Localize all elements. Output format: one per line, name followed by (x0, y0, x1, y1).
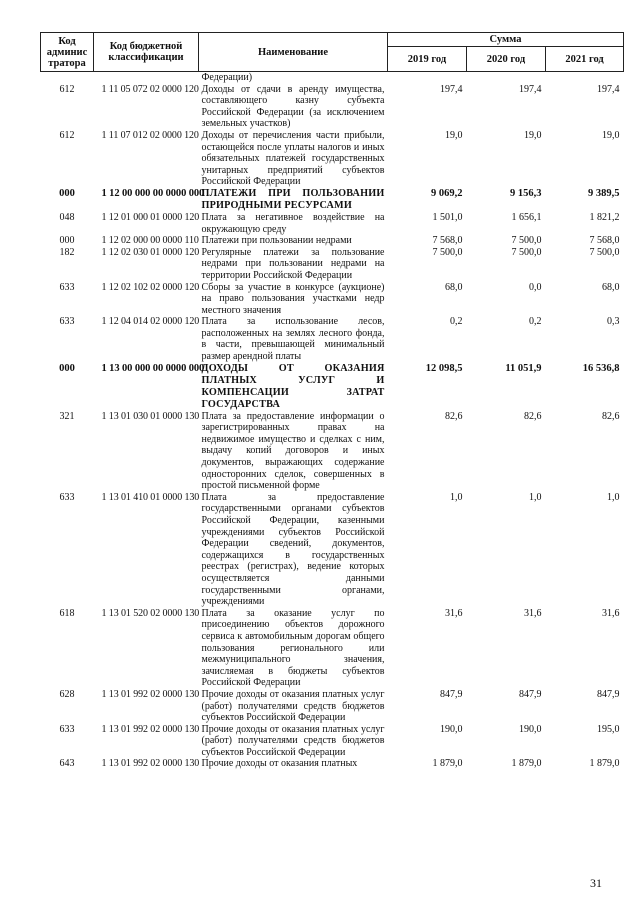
table-body (41, 72, 624, 771)
amount-2021-cell: 7 568,0 (589, 235, 620, 247)
admin-code-cell: 643 (59, 758, 75, 770)
amount-2021-cell: 9 389,5 (588, 187, 620, 199)
amount-2020-cell: 1,0 (529, 491, 542, 503)
budget-code-cell: 1 12 04 014 02 0000 120 (101, 316, 200, 328)
header-year-2020: 2020 год (467, 47, 546, 72)
revenue-name-cell: Прочие доходы от оказания платных услуг (работ) получателями средств бюджетов субъектов Российской Федерации (201, 723, 385, 758)
revenue-name-cell: Плата за предоставление государственными органами субъектов Российской Федерации, казенными учреждениями субъектов Российской Федерации сведений, документов, содержащихся в государственных реестрах (регистрах), ведение которых осуществляется данными государственными органами, учреждениями (201, 491, 385, 608)
amount-2019-cell: 9 069,2 (431, 187, 463, 199)
revenue-name-cell: Доходы от перечисления части прибыли, остающейся после уплаты налогов и иных обязательных платежей государственных унитарных предприятий субъектов Российской Федерации (201, 129, 385, 188)
amount-2019-cell: 197,4 (440, 83, 463, 95)
admin-code-cell: 182 (59, 246, 75, 258)
table-row (41, 212, 624, 235)
amount-2021-cell: 82,6 (602, 410, 620, 422)
amount-2019-cell: 847,9 (440, 688, 463, 700)
amount-2019-cell: 1 879,0 (432, 758, 463, 770)
amount-2020-cell: 11 051,9 (505, 362, 542, 374)
admin-code-cell: 633 (59, 723, 75, 735)
revenue-name-cell: Плата за негативное воздействие на окружающую среду (201, 211, 385, 235)
budget-code-cell: 1 12 01 000 01 0000 120 (101, 211, 200, 223)
revenue-name-cell: Сборы за участие в конкурсе (аукционе) на право пользования участками недр местного значения (201, 281, 385, 316)
amount-2021-cell: 19,0 (602, 129, 620, 141)
revenue-name-cell: Федерации) (201, 72, 253, 83)
amount-2021-cell: 197,4 (597, 83, 620, 95)
revenue-name-cell: Плата за использование лесов, расположенных на землях лесного фонда, в части, превышающей минимальный размер арендной платы (201, 316, 385, 363)
amount-2020-cell: 0,2 (529, 316, 542, 328)
revenue-name-cell: ПЛАТЕЖИ ПРИ ПОЛЬЗОВАНИИ ПРИРОДНЫМИ РЕСУРСАМИ (201, 187, 385, 211)
header-year-2019: 2019 год (388, 47, 467, 72)
amount-2020-cell: 7 500,0 (511, 235, 542, 247)
table-header (41, 33, 624, 72)
admin-code-cell: 000 (59, 235, 75, 247)
amount-2021-cell: 0,3 (607, 316, 620, 328)
amount-2021-cell: 31,6 (602, 607, 620, 619)
admin-code-cell: 633 (59, 491, 75, 503)
budget-code-cell: 1 11 07 012 02 0000 120 (101, 129, 199, 141)
header-admin-code: Код админис тратора (41, 33, 94, 72)
admin-code-cell: 000 (59, 187, 75, 199)
amount-2021-cell: 1 821,2 (589, 211, 620, 223)
header-budget-code: Код бюджетной классификации (94, 33, 199, 72)
table-row (41, 724, 624, 759)
amount-2021-cell: 1,0 (607, 491, 620, 503)
admin-code-cell: 612 (59, 83, 75, 95)
amount-2019-cell: 1 501,0 (432, 211, 463, 223)
amount-2019-cell: 19,0 (445, 129, 463, 141)
revenue-name-cell: Прочие доходы от оказания платных (201, 758, 358, 770)
amount-2019-cell: 31,6 (445, 607, 463, 619)
budget-code-cell: 1 11 05 072 02 0000 120 (101, 83, 199, 95)
header-year-2021: 2021 год (546, 47, 624, 72)
table-row (41, 758, 624, 770)
table-row (41, 72, 624, 84)
table-row (41, 247, 624, 282)
table-row (41, 363, 624, 411)
amount-2020-cell: 1 879,0 (511, 758, 542, 770)
budget-code-cell: 1 12 02 030 01 0000 120 (101, 246, 200, 258)
budget-code-cell: 1 13 01 030 01 0000 130 (101, 410, 200, 422)
revenue-name-cell: Прочие доходы от оказания платных услуг (работ) получателями средств бюджетов субъектов Российской Федерации (201, 688, 385, 724)
table-row (41, 235, 624, 247)
table-row (41, 411, 624, 492)
amount-2021-cell: 195,0 (597, 723, 620, 735)
budget-code-cell: 1 13 01 410 01 0000 130 (101, 491, 200, 503)
amount-2020-cell: 7 500,0 (511, 246, 542, 258)
header-sum: Сумма (388, 33, 624, 47)
amount-2019-cell: 190,0 (440, 723, 463, 735)
revenue-name-cell: Регулярные платежи за пользование недрами при пользовании недрами на территории Российской Федерации (201, 246, 385, 281)
amount-2020-cell: 0,0 (529, 281, 542, 293)
amount-2020-cell: 847,9 (519, 688, 542, 700)
budget-code-cell (94, 72, 199, 84)
amount-2020-cell: 197,4 (519, 83, 542, 95)
budget-code-cell: 1 13 00 000 00 0000 000 (101, 362, 205, 374)
budget-code-cell: 1 12 02 000 00 0000 110 (101, 235, 199, 247)
admin-code-cell: 048 (59, 211, 75, 223)
revenue-name-cell: Доходы от сдачи в аренду имущества, составляющего казну субъекта Российской Федерации (за исключением земельных участков) (201, 83, 385, 130)
budget-revenue-table (40, 32, 624, 770)
admin-code-cell: 321 (59, 410, 75, 422)
amount-2019-cell: 7 568,0 (432, 235, 463, 247)
amount-2019-cell: 0,2 (450, 316, 463, 328)
amount-2019-cell: 1,0 (450, 491, 463, 503)
amount-2021-cell: 847,9 (597, 688, 620, 700)
admin-code-cell: 633 (59, 281, 75, 293)
amount-2021-cell (546, 72, 624, 84)
amount-2020-cell: 9 156,3 (510, 187, 542, 199)
table-row (41, 130, 624, 188)
revenue-name-cell: Плата за предоставление информации о зарегистрированных правах на недвижимое имущество и сделках с ним, выдачу копий договоров и иных документов, выражающих содержание односторонних сделок, совершенных в простой письменной форме (201, 410, 385, 492)
budget-code-cell: 1 12 00 000 00 0000 000 (101, 187, 205, 199)
admin-code-cell: 612 (59, 129, 75, 141)
revenue-name-cell: Плата за оказание услуг по присоединению объектов дорожного сервиса к автомобильным дорогам общего пользования регионального или межмуниципального значения, зачисляемая в бюджеты субъектов Российской Федерации (201, 607, 385, 689)
amount-2021-cell: 68,0 (602, 281, 620, 293)
budget-code-cell: 1 13 01 992 02 0000 130 (101, 723, 200, 735)
table-row (41, 608, 624, 689)
table-row (41, 316, 624, 362)
amount-2020-cell: 31,6 (524, 607, 542, 619)
page-number: 31 (590, 876, 602, 890)
amount-2020-cell (467, 72, 546, 84)
amount-2020-cell: 1 656,1 (511, 211, 542, 223)
table-row (41, 84, 624, 130)
amount-2020-cell: 82,6 (524, 410, 542, 422)
revenue-name-cell: ДОХОДЫ ОТ ОКАЗАНИЯ ПЛАТНЫХ УСЛУГ И КОМПЕНСАЦИИ ЗАТРАТ ГОСУДАРСТВА (201, 362, 385, 410)
amount-2021-cell: 7 500,0 (589, 246, 620, 258)
amount-2019-cell: 82,6 (445, 410, 463, 422)
admin-code-cell: 000 (59, 362, 75, 374)
table-row (41, 492, 624, 608)
table-row (41, 689, 624, 724)
amount-2021-cell: 16 536,8 (582, 362, 620, 374)
amount-2019-cell: 12 098,5 (425, 362, 463, 374)
header-name: Наименование (199, 33, 388, 72)
budget-code-cell: 1 13 01 992 02 0000 130 (101, 758, 200, 770)
revenue-name-cell: Платежи при пользовании недрами (201, 235, 352, 247)
table-row (41, 282, 624, 317)
budget-code-cell: 1 13 01 520 02 0000 130 (101, 607, 200, 619)
budget-code-cell: 1 13 01 992 02 0000 130 (101, 688, 200, 700)
amount-2020-cell: 190,0 (519, 723, 542, 735)
admin-code-cell: 618 (59, 607, 75, 619)
admin-code-cell (41, 72, 94, 84)
amount-2019-cell (388, 72, 467, 84)
admin-code-cell: 628 (59, 688, 75, 700)
amount-2020-cell: 19,0 (524, 129, 542, 141)
amount-2019-cell: 68,0 (445, 281, 463, 293)
admin-code-cell: 633 (59, 316, 75, 328)
amount-2019-cell: 7 500,0 (432, 246, 463, 258)
table-row (41, 188, 624, 212)
budget-code-cell: 1 12 02 102 02 0000 120 (101, 281, 200, 293)
amount-2021-cell: 1 879,0 (589, 758, 620, 770)
